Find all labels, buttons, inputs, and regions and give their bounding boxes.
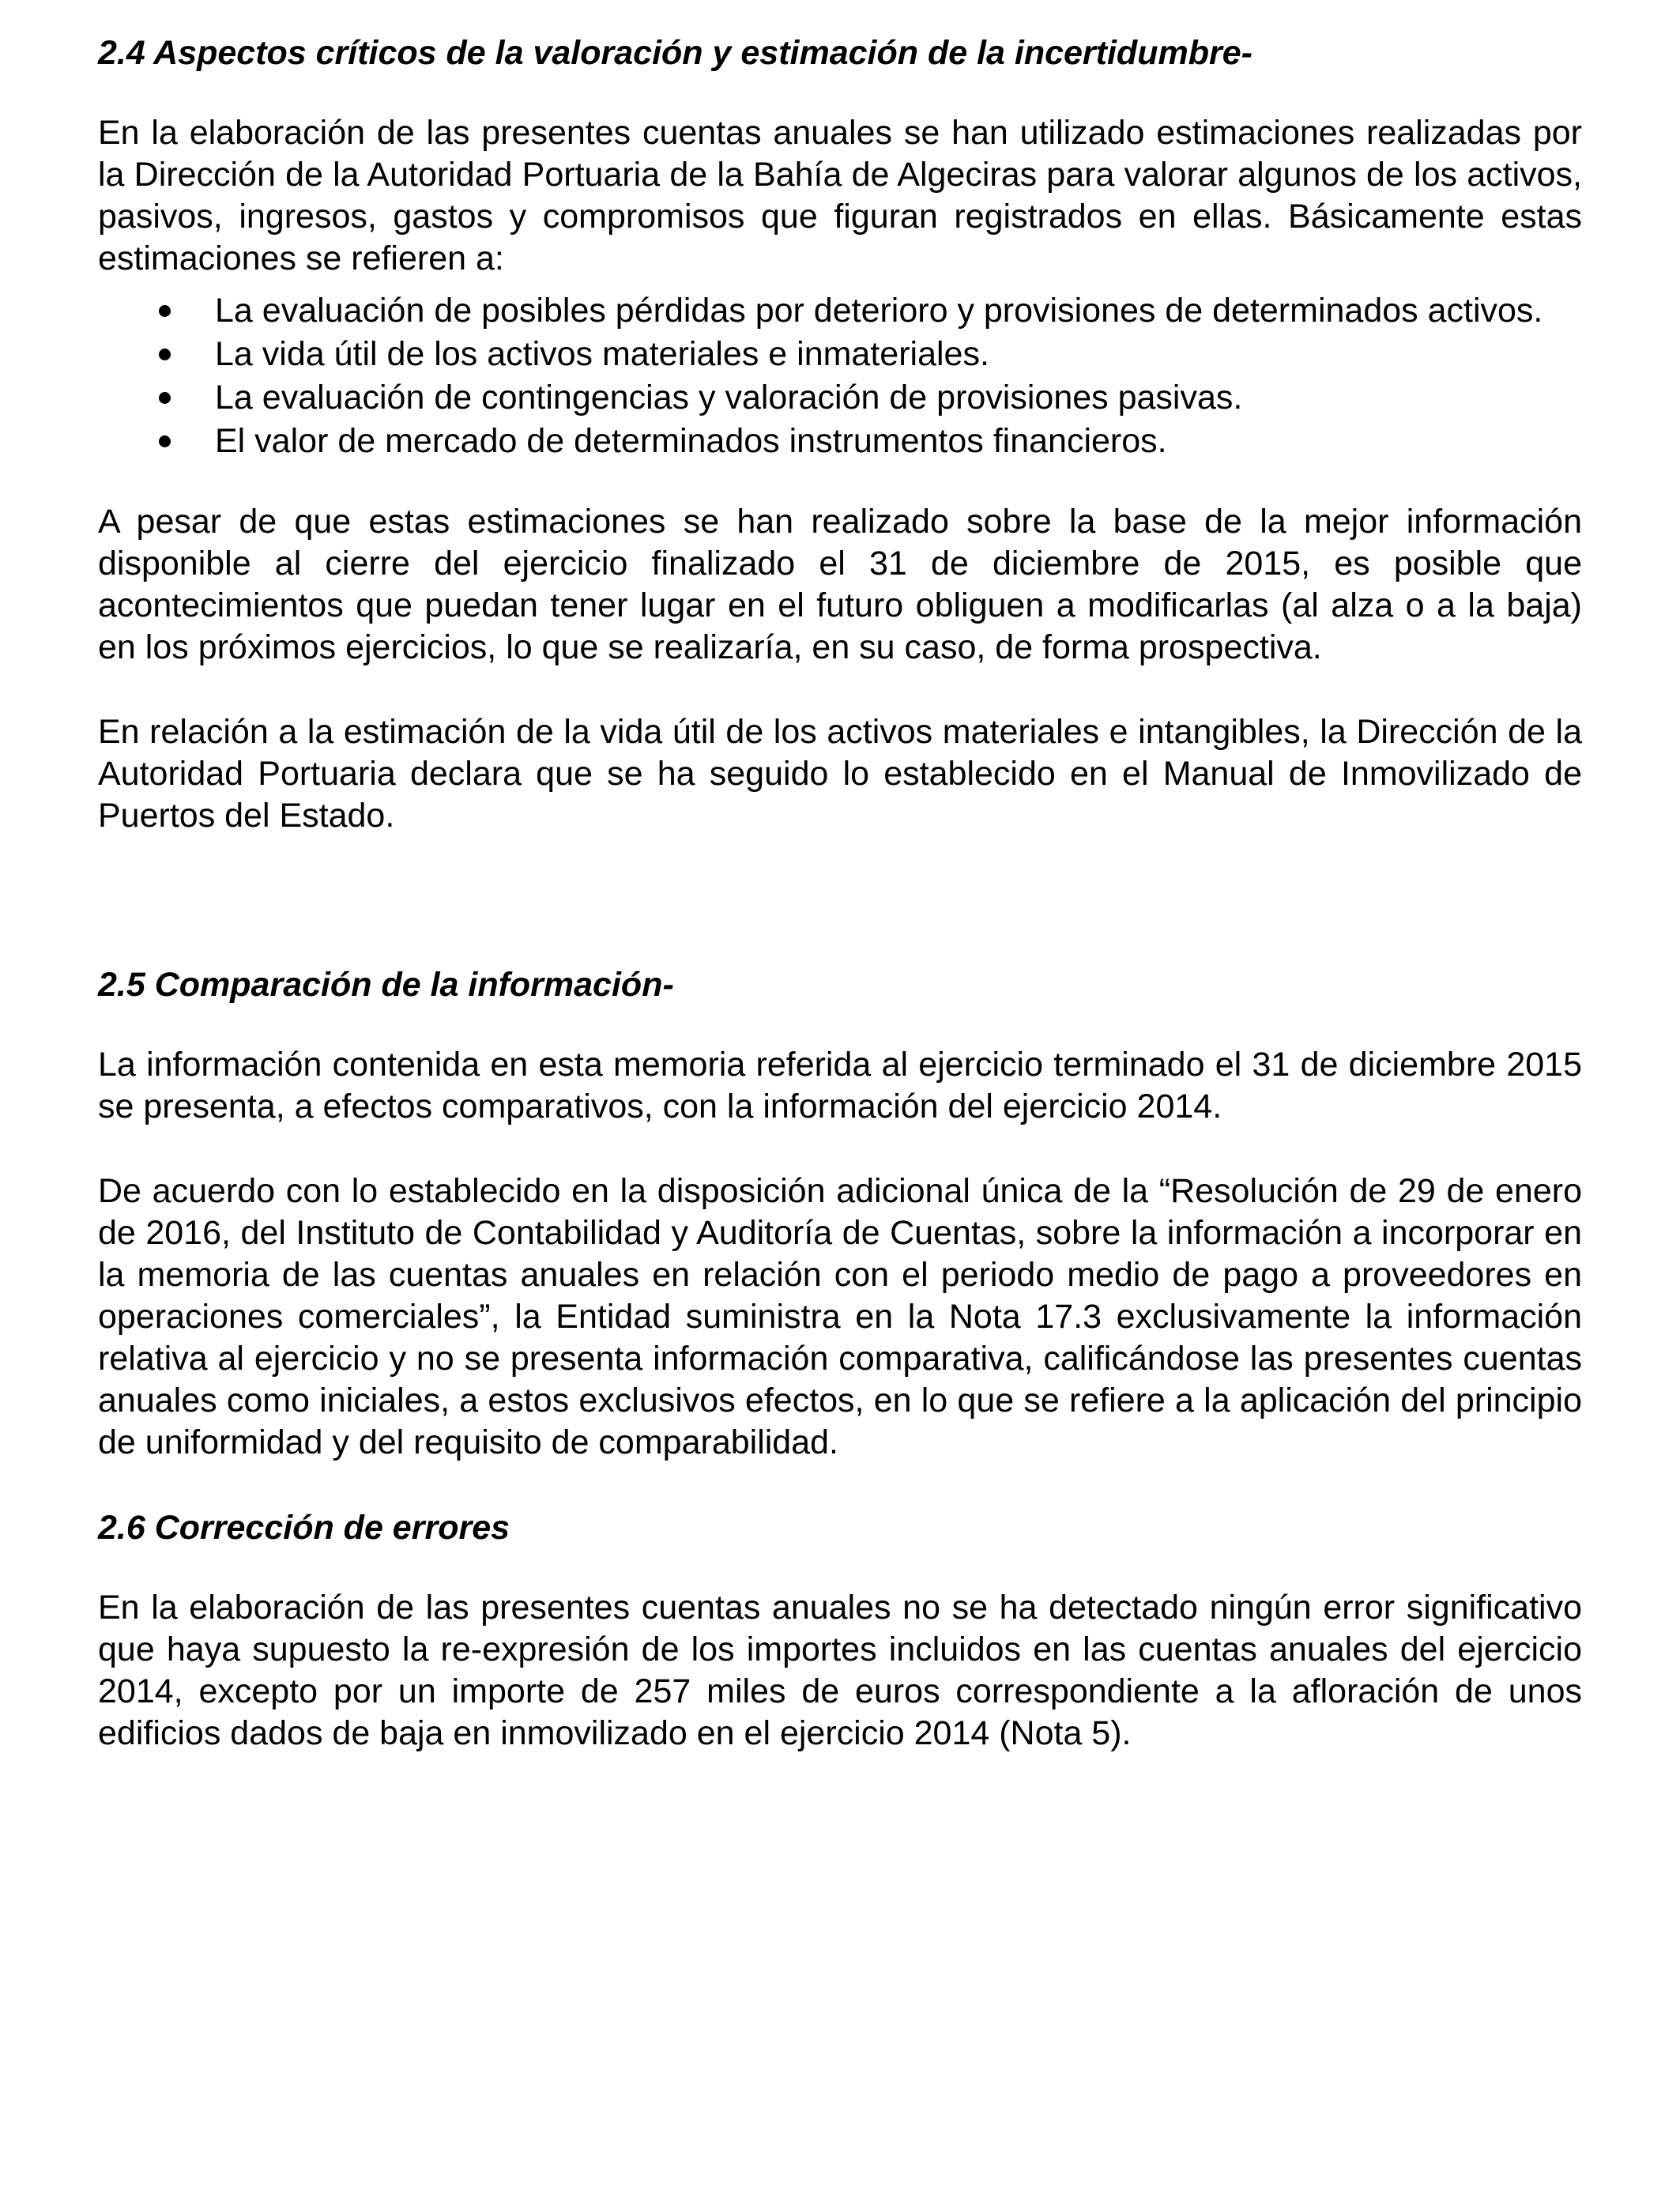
- paragraph-estimaciones-intro: En la elaboración de las presentes cuentas anuales se han utilizado estimaciones realizadas por la Dirección de la Autoridad Portuaria de la Bahía de Algeciras para valorar algunos de los activos, pasivos, ingresos, gastos y compromisos que figuran registrados en ellas. Básicamente estas estimaciones se refieren a:: [98, 114, 1582, 277]
- section-heading-2-6: 2.6 Corrección de errores: [98, 1509, 510, 1547]
- section-heading-2-4: 2.4 Aspectos críticos de la valoración y estimación de la incertidumbre-: [98, 34, 1252, 72]
- paragraph-resolucion-icac: De acuerdo con lo establecido en la disposición adicional única de la “Resolución de 29 de enero de 2016, del Instituto de Contabilidad y Auditoría de Cuentas, sobre la información a incorporar en la memoria de las cuentas anuales en relación con el periodo medio de pago a proveedores en operaciones comerciales”, la Entidad suministra en la Nota 17.3 exclusivamente la información relativa al ejercicio y no se presenta información comparativa, calificándose las presentes cuentas anuales como iniciales, a estos exclusivos efectos, en lo que se refiere a la aplicación del principio de uniformidad y del requisito de comparabilidad.: [98, 1172, 1582, 1461]
- section-heading-2-5: 2.5 Comparación de la información-: [98, 966, 674, 1004]
- list-item-text: La vida útil de los activos materiales e inmateriales.: [215, 335, 989, 373]
- paragraph-correccion-errores: En la elaboración de las presentes cuentas anuales no se ha detectado ningún error significativo que haya supuesto la re-expresión de los importes incluidos en las cuentas anuales del ejercicio 2014, excepto por un importe de 257 miles de euros correspondiente a la afloración de unos edificios dados de baja en inmovilizado en el ejercicio 2014 (Nota 5).: [98, 1589, 1582, 1752]
- list-item: [98, 289, 1582, 333]
- paragraph-mejor-informacion: A pesar de que estas estimaciones se han realizado sobre la base de la mejor información disponible al cierre del ejercicio finalizado el 31 de diciembre de 2015, es posible que acontecimientos que puedan tener lugar en el futuro obliguen a modificarlas (al alza o a la baja) en los próximos ejercicios, lo que se realizaría, en su caso, de forma prospectiva.: [98, 503, 1582, 666]
- list-item: [98, 420, 1582, 463]
- estimaciones-bullet-list: [98, 289, 1582, 463]
- list-item-text: La evaluación de posibles pérdidas por deterioro y provisiones de determinados activos.: [215, 292, 1543, 330]
- bullet-icon: [159, 392, 171, 404]
- bullet-icon: [159, 435, 171, 447]
- list-item-text: La evaluación de contingencias y valoración de provisiones pasivas.: [215, 379, 1243, 417]
- list-item-text: El valor de mercado de determinados instrumentos financieros.: [215, 422, 1167, 460]
- document-page: [98, 32, 1582, 1755]
- bullet-icon: [159, 305, 171, 317]
- bullet-icon: [159, 349, 171, 360]
- paragraph-vida-util: En relación a la estimación de la vida útil de los activos materiales e intangibles, la Dirección de la Autoridad Portuaria declara que se ha seguido lo establecido en el Manual de Inmovilizado de Puertos del Estado.: [98, 713, 1582, 835]
- list-item: [98, 333, 1582, 376]
- paragraph-comparacion-2015: La información contenida en esta memoria referida al ejercicio terminado el 31 de diciembre 2015 se presenta, a efectos comparativos, con la información del ejercicio 2014.: [98, 1046, 1582, 1125]
- list-item: [98, 376, 1582, 420]
